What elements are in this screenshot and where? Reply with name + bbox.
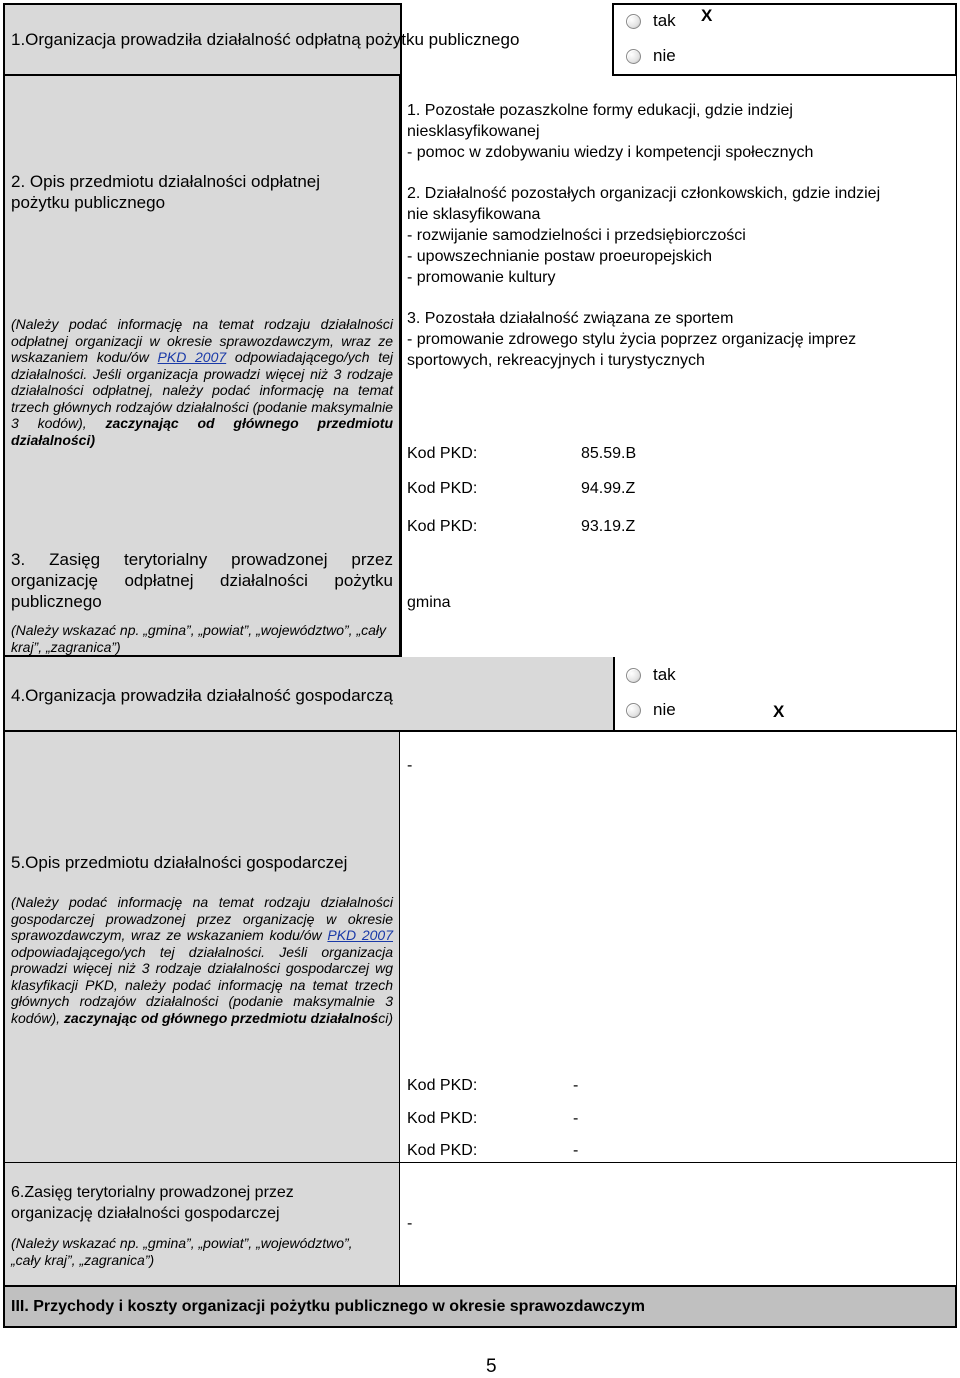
radio-button-no[interactable]	[626, 49, 641, 64]
q3-instructions: (Należy wskazać np. „gmina”, „powiat”, „województwo”, „cały kraj”, „zagranica”)	[11, 622, 386, 655]
q2-pkd-label-1: Kod PKD:	[407, 445, 478, 462]
q6-instructions: (Należy wskazać np. „gmina”, „powiat”, „województwo”, „cały kraj”, „zagranica”)	[11, 1235, 353, 1268]
q5-pkd-code-2: -	[573, 1110, 579, 1127]
q2-pkd-label-3: Kod PKD:	[407, 518, 478, 535]
q4-option-no[interactable]	[626, 699, 676, 720]
q2-title: 2. Opis przedmiotu działalności odpłatnej pożytku publicznego	[11, 172, 321, 212]
q1-yes-label: tak	[653, 11, 676, 30]
section-3-title: III. Przychody i koszty organizacji pożytku publicznego w okresie sprawozdawczym	[11, 1298, 645, 1315]
q4-check-mark: X	[773, 702, 785, 721]
q2-activity-1: 1. Pozostałe pozaszkolne formy edukacji, gdzie indziej niesklasyfikowanej - pomoc w zdobywaniu wiedzy i kompetencji społecznych	[407, 102, 814, 161]
radio-button-no[interactable]	[626, 703, 641, 718]
q2-pkd-code-3: 93.19.Z	[581, 518, 636, 535]
q5-pkd-label-1: Kod PKD:	[407, 1077, 478, 1094]
page-number: 5	[486, 1356, 497, 1377]
radio-button-yes[interactable]	[626, 668, 641, 683]
q3-title: 3. Zasięg terytorialny prowadzonej przez organizację odpłatnej działalności pożytku publicznego	[11, 550, 393, 611]
q1-option-yes[interactable]	[626, 10, 676, 31]
q2-pkd-code-1: 85.59.B	[581, 445, 637, 462]
q6-title: 6.Zasięg terytorialny prowadzonej przez organizację działalności gospodarczej	[11, 1184, 294, 1222]
q4-no-label: nie	[653, 700, 676, 719]
q5-pkd-code-3: -	[573, 1142, 579, 1159]
pkd-link[interactable]: PKD 2007	[327, 927, 393, 943]
q2-pkd-label-2: Kod PKD:	[407, 480, 478, 497]
radio-button-yes[interactable]	[626, 14, 641, 29]
q5-pkd-label-3: Kod PKD:	[407, 1142, 478, 1159]
q1-check-mark: X	[701, 6, 713, 25]
q2-pkd-code-2: 94.99.Z	[581, 480, 636, 497]
q5-pkd-label-2: Kod PKD:	[407, 1110, 478, 1127]
q5-title: 5.Opis przedmiotu działalności gospodarczej	[11, 853, 348, 872]
q6-value: -	[407, 1215, 413, 1232]
q4-option-yes[interactable]	[626, 664, 676, 685]
q1-label: 1.Organizacja prowadziła działalność odpłatną pożytku publicznego	[11, 30, 520, 49]
q3-value: gmina	[407, 594, 451, 611]
q2-activity-2: 2. Działalność pozostałych organizacji członkowskich, gdzie indziej nie sklasyfikowana - rozwijanie samodzielności i przedsiębiorczości - upowszechnianie postaw proeuropejskich - promowanie kultury	[407, 185, 881, 286]
q4-yes-label: tak	[653, 665, 676, 684]
q5-instructions: (Należy podać informację na temat rodzaju działalności gospodarczej prowadzonej przez organizację w okresie sprawozdawczym, wraz ze wskazaniem kodu/ów PKD 2007 odpowiadającego/ych tej działalności. Jeśli organizacja prowadzi więcej niż 3 rodzaje działalności gospodarczej wg klasyfikacji PKD, należy podać informację na temat trzech głównych rodzajów działalności (podanie maksymalnie 3 kodów), zaczynając od głównego przedmiotu działalności)	[11, 894, 393, 1026]
q5-pkd-code-1: -	[573, 1077, 579, 1094]
q2-instructions: (Należy podać informację na temat rodzaju działalności odpłatnej organizacji w okresie sprawozdawczym, wraz ze wskazaniem kodu/ów PKD 2007 odpowiadającego/ych tej działalności. Jeśli organizacja prowadzi więcej niż 3 rodzaje działalności odpłatnej, należy podać informację na temat trzech głównych rodzajów działalności (podanie maksymalnie 3 kodów), zaczynając od głównego przedmiotu działalności)	[11, 316, 394, 448]
q1-no-label: nie	[653, 46, 676, 65]
q5-value: -	[407, 757, 413, 774]
q4-label: 4.Organizacja prowadziła działalność gospodarczą	[11, 686, 393, 705]
q1-option-no[interactable]	[626, 45, 676, 66]
q2-activity-3: 3. Pozostała działalność związana ze sportem - promowanie zdrowego stylu życia poprzez organizację imprez sportowych, rekreacyjnych i turystycznych	[407, 310, 857, 369]
pkd-link[interactable]: PKD 2007	[157, 349, 227, 365]
